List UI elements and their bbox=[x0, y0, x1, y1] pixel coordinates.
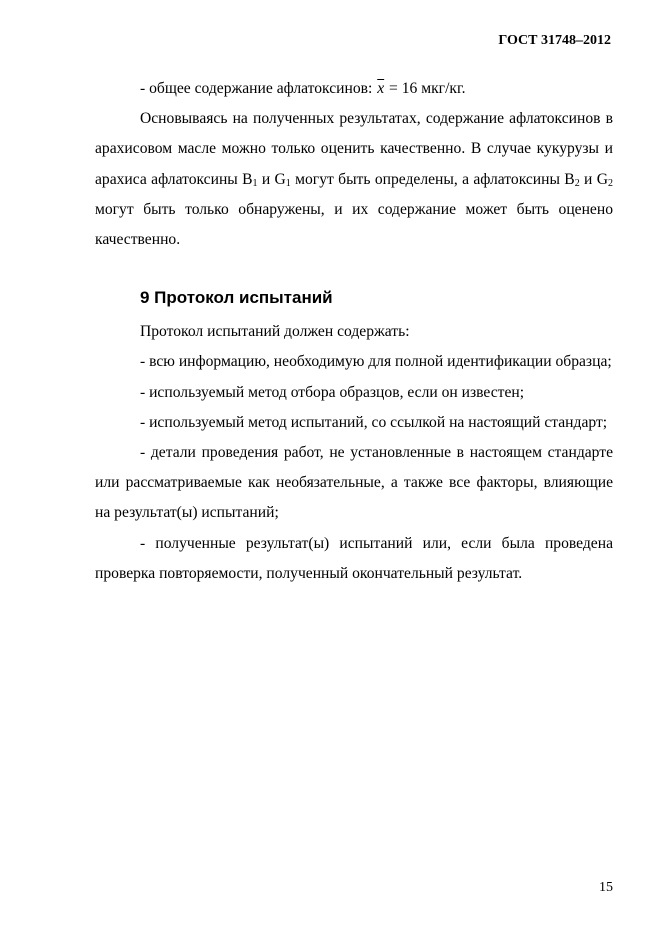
protocol-item: - используемый метод испытаний, со ссылкой на настоящий стандарт; bbox=[140, 413, 608, 431]
page-content bbox=[95, 74, 613, 589]
results-paragraph bbox=[95, 104, 613, 255]
protocol-item: - детали проведения работ, не установленные в настоящем стандарте или рассматриваемые как необязательные, а также все факторы, влияющие на результат(ы) испытаний; bbox=[95, 444, 613, 522]
subscript-g1: 1 bbox=[285, 177, 291, 189]
results-text-1: Основываясь на полученных результатах, содержание афлатоксинов в арахисовом масле можно только оценить качественно. В случае кукурузы и арахиса афлатоксины B bbox=[95, 110, 613, 188]
protocol-item: - полученные результат(ы) испытаний или, если была проведена проверка повторяемости, полученный окончательный результат. bbox=[95, 534, 613, 582]
results-text-4: и G bbox=[579, 170, 608, 188]
results-text-5: могут быть только обнаружены, и их содержание может быть оценено качественно. bbox=[95, 200, 613, 249]
subscript-b1: 1 bbox=[252, 177, 258, 189]
protocol-item: - всю информацию, необходимую для полной идентификации образца; bbox=[140, 353, 612, 371]
results-text-2: и G bbox=[257, 170, 286, 188]
subscript-g2: 2 bbox=[607, 177, 613, 189]
total-aflatoxin-line bbox=[95, 74, 613, 104]
results-text-3: могут быть определены, а афлатоксины B bbox=[290, 170, 575, 188]
subscript-b2: 2 bbox=[574, 177, 580, 189]
total-aflatoxin-value: = 16 мкг/кг. bbox=[385, 80, 466, 97]
total-aflatoxin-label: - общее содержание афлатоксинов: bbox=[140, 80, 377, 97]
section-9-heading: 9 Протокол испытаний bbox=[140, 288, 333, 308]
mean-symbol: $\overline{x}$ bbox=[377, 80, 385, 97]
page-number: 15 bbox=[599, 880, 613, 895]
standard-number-header: ГОСТ 31748–2012 bbox=[498, 33, 611, 48]
protocol-intro: Протокол испытаний должен содержать: bbox=[140, 323, 410, 341]
protocol-item: - используемый метод отбора образцов, если он известен; bbox=[140, 383, 525, 401]
